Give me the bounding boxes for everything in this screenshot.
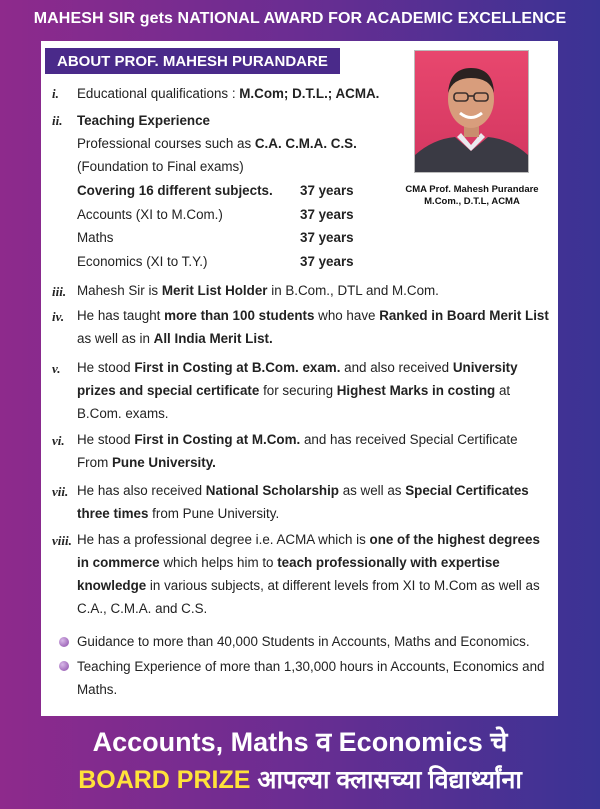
item-mcom-costing: He stood First in Costing at M.Com. and has received Special Certificate From Pune University. (77, 432, 518, 470)
bullet-teaching-hours: Teaching Experience of more than 1,30,000 hours in Accounts, Economics and Maths. (77, 659, 545, 697)
exams-line: (Foundation to Final exams) (77, 159, 244, 174)
bullet-icon (59, 637, 69, 647)
experience-row-years: 37 years (300, 207, 354, 222)
photo-caption: CMA Prof. Mahesh Purandare M.Com., D.T.L, ACMA (405, 184, 539, 207)
bullet-guidance: Guidance to more than 40,000 Students in Accounts, Maths and Economics. (77, 634, 530, 649)
item-number: iv. (52, 309, 65, 324)
item-number: ii. (52, 113, 63, 128)
experience-row-years: 37 years (300, 230, 354, 245)
item-number: viii. (52, 533, 72, 548)
experience-row-label: Maths (77, 230, 114, 245)
item-number: vii. (52, 484, 69, 499)
item-number: i. (52, 86, 59, 101)
experience-row-years: 37 years (300, 254, 354, 269)
footer-board-prize: BOARD PRIZE आपल्या क्लासच्या विद्यार्थ्यांना (78, 766, 522, 794)
bullet-icon (59, 661, 69, 671)
item-merit-list: Mahesh Sir is Merit List Holder in B.Com., DTL and M.Com. (77, 283, 439, 298)
experience-row-label: Covering 16 different subjects. (77, 183, 273, 198)
item-number: vi. (52, 433, 65, 448)
item-students-ranked: He has taught more than 100 students who have Ranked in Board Merit List as well as in All India Merit List. (77, 308, 549, 346)
about-heading: ABOUT PROF. MAHESH PURANDARE (45, 48, 340, 74)
item-qualifications: Educational qualifications : M.Com; D.T.L.; ACMA. (77, 86, 380, 101)
footer-subjects: Accounts, Maths व Economics चे (92, 727, 508, 757)
experience-row-label: Accounts (XI to M.Com.) (77, 207, 223, 222)
experience-row-label: Economics (XI to T.Y.) (77, 254, 208, 269)
item-acma-degree: He has a professional degree i.e. ACMA which is one of the highest degrees in commerce which helps him to teach professionally with expertise knowledge in various subjects, at different levels from XI to M.Com as well as C.A., C.M.A. and C.S. (77, 532, 540, 616)
experience-row-years: 37 years (300, 183, 354, 198)
professional-courses-line: Professional courses such as C.A. C.M.A. C.S. (77, 136, 357, 151)
item-bcom-costing: He stood First in Costing at B.Com. exam. and also received University prizes and special certificate for securing Highest Marks in costing at B.Com. exams. (77, 360, 518, 421)
item-number: v. (52, 361, 61, 376)
item-scholarship: He has also received National Scholarship as well as Special Certificates three times from Pune University. (77, 483, 529, 521)
banner-text: MAHESH SIR gets NATIONAL AWARD FOR ACADEMIC EXCELLENCE (33, 10, 567, 27)
award-banner (0, 0, 600, 38)
item-number: iii. (52, 284, 67, 299)
teaching-experience-heading: Teaching Experience (77, 113, 210, 128)
